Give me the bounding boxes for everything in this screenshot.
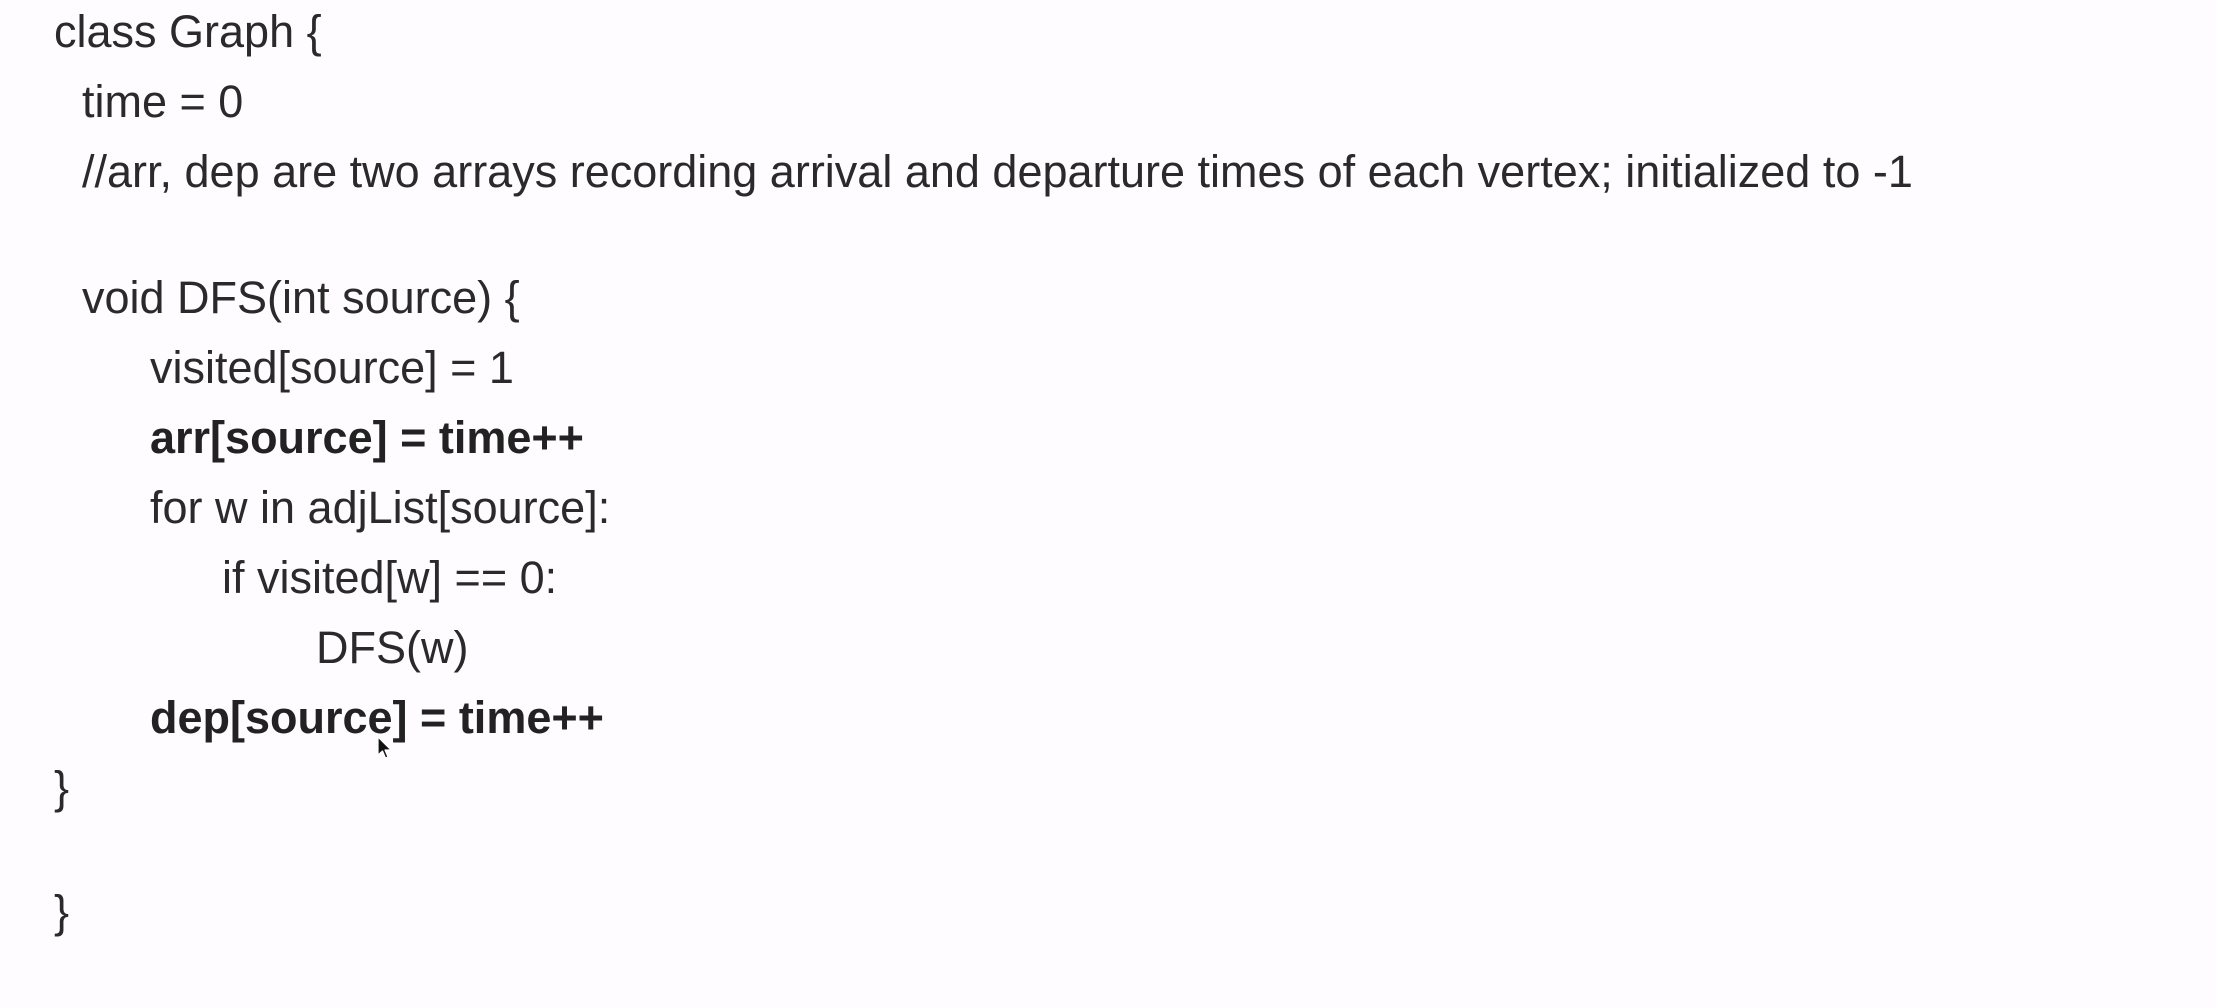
code-line-visited-assign: visited[source] = 1 [150, 342, 514, 393]
code-line-departure-time: dep[source] = time++ [150, 692, 604, 743]
code-line-for-loop: for w in adjList[source]: [150, 482, 611, 533]
code-line-if-visited: if visited[w] == 0: [222, 552, 558, 603]
mouse-pointer-icon [376, 736, 392, 760]
code-line-recursive-call: DFS(w) [316, 622, 469, 673]
code-line-comment: //arr, dep are two arrays recording arrival and departure times of each vertex; initialized to -1 [82, 146, 1913, 197]
code-line-close-dfs: } [54, 762, 70, 813]
code-line-close-class: } [54, 886, 70, 937]
code-line-dfs-signature: void DFS(int source) { [82, 272, 520, 323]
code-line-class-declaration: class Graph { [54, 6, 322, 57]
code-line-arrival-time: arr[source] = time++ [150, 412, 584, 463]
code-line-time-init: time = 0 [82, 76, 244, 127]
